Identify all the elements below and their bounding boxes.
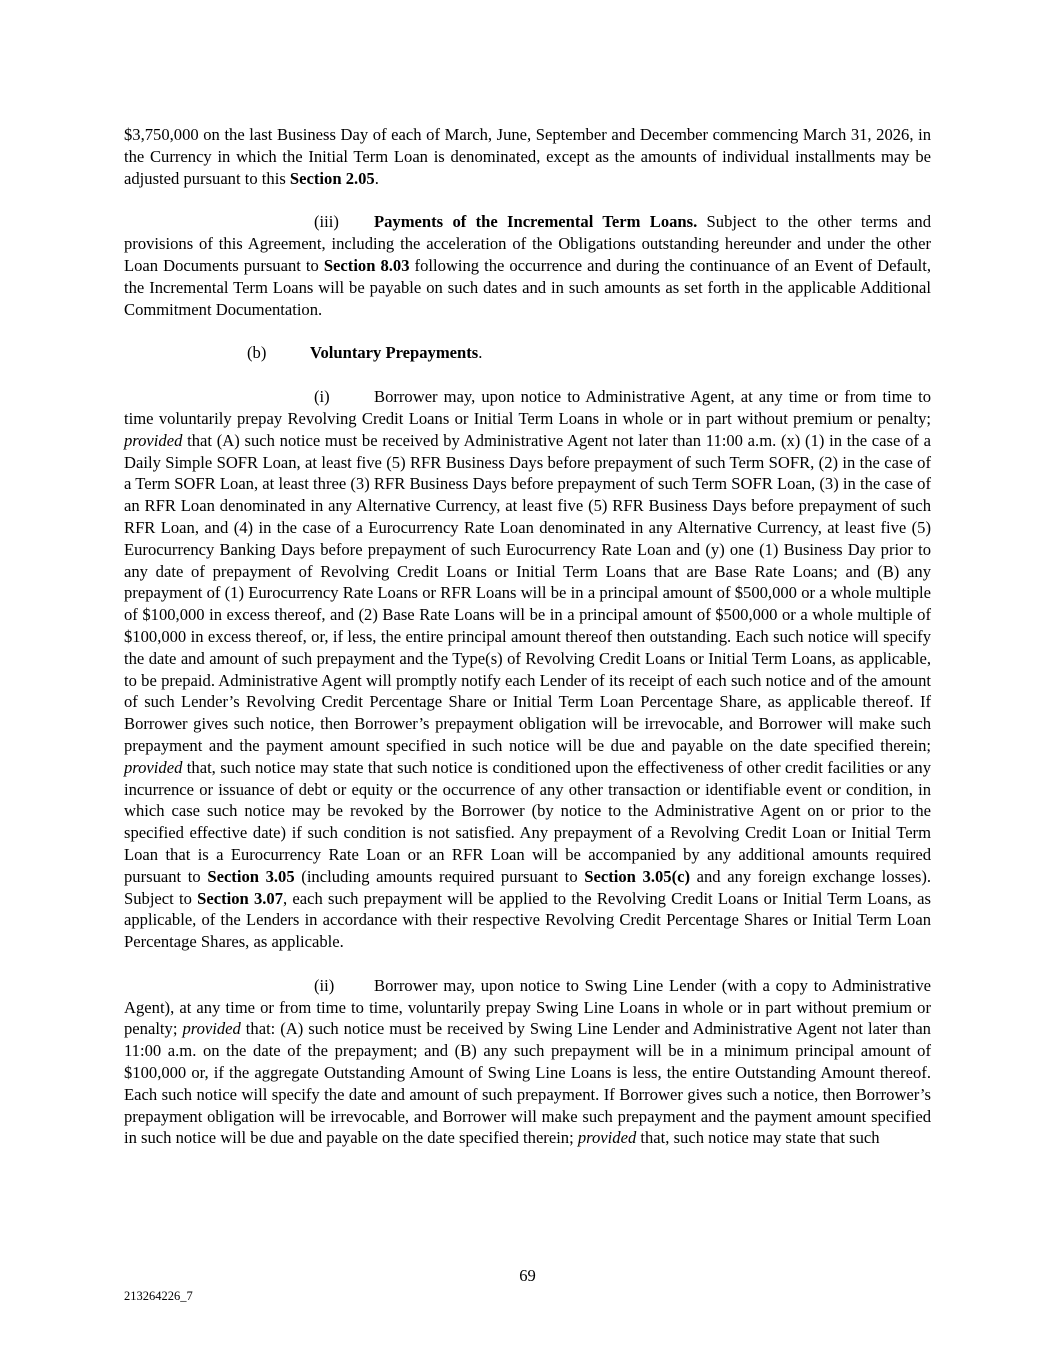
paragraph-text: that (A) such notice must be received by Administrative Agent not later than 11:00 a.m. (x) (1) in the case of a Daily Simple SOFR Loan, at least five (5) RFR Business Days before prepayment of such Term SOFR, (2) in the case of a Term SOFR Loan, at least three (3) RFR Business Days before prepayment of such Term SOFR Loan, (3) in the case of an RFR Loan denominated in any Alternative Currency, at least five (5) RFR Business Days before prepayment of such RFR Loan, and (4) in the case of a Eurocurrency Rate Loan denominated in any Alternative Currency, at least five (5) Eurocurrency Banking Days before prepayment of such Eurocurrency Rate Loan and (y) one (1) Business Day prior to any date of prepayment of Revolving Credit Loans or Initial Term Loans that are Base Rate Loans; and (B) any prepayment of (1) Eurocurrency Rate Loans or RFR Loans will be in a principal amount of $500,000 or a whole multiple of $100,000 in excess thereof, and (2) Base Rate Loans will be in a principal amount of $500,000 or a whole multiple of $100,000 in excess thereof, or, if less, the entire principal amount thereof then outstanding. Each such notice will specify the date and amount of such prepayment and the Type(s) of Revolving Credit Loans or Initial Term Loans, as applicable, to be prepaid. Administrative Agent will promptly notify each Lender of its receipt of each such notice and of the amount of such Lender’s Revolving Credit Percentage Share or Initial Term Loan Percentage Share, as applicable thereof. If Borrower gives such notice, then Borrower’s prepayment obligation will be irrevocable, and Borrower will make such prepayment and the payment amount specified in such notice will be due and payable on the date specified therein; <box>124 430 931 755</box>
subsection-heading-voluntary-prepayments <box>247 342 931 364</box>
paragraph-text: and any foreign exchange losses). Subject to <box>124 866 932 908</box>
paragraph-text: (including amounts required pursuant to <box>294 866 585 886</box>
paragraph-text: Borrower may, upon notice to Administrative Agent, at any time or from time to time voluntarily prepay Revolving Credit Loans or Initial Term Loans in whole or in part without premium or penalty; <box>124 387 931 428</box>
section-reference: Section 3.05(c) <box>584 866 690 886</box>
paragraph-text: that, such notice may state that such notice is conditioned upon the effectiveness of other credit facilities or any incurrence or issuance of debt or equity or the occurrence of any other transaction or identifiable event or condition, in which case such notice may be revoked by the Borrower (by notice to the Administrative Agent on or prior to the specified effective date) if such condition is not satisfied. Any prepayment of a Revolving Credit Loan or Initial Term Loan that is a Eurocurrency Rate Loan or an RFR Loan will be accompanied by any additional amounts required pursuant to <box>124 757 931 886</box>
paragraph-text: following the occurrence and during the continuance of an Event of Default, the Incremental Term Loans will be payable on such dates and in such amounts as set forth in the applicable Additional Commitment Documentation. <box>124 255 931 319</box>
paragraph-text: Subject to the other terms and provisions of this Agreement, including the acceleration of the Obligations outstanding hereunder and under the other Loan Documents pursuant to <box>124 212 931 275</box>
paragraph-text: $3,750,000 on the last Business Day of each of March, June, September and December commencing March 31, 2026, in the Currency in which the Initial Term Loan is denominated, except as the amounts of individual installments may be adjusted pursuant to this <box>124 125 931 188</box>
paragraph-text: that: (A) such notice must be received by Swing Line Lender and Administrative Agent not later than 11:00 a.m. on the date of the prepayment; and (B) any such prepayment will be in a minimum principal amount of $100,000 or, if the aggregate Outstanding Amount of Swing Line Loans is less, the entire Outstanding Amount thereof. Each such notice will specify the date and amount of such prepayment. If Borrower gives such a notice, then Borrower’s prepayment obligation will be irrevocable, and Borrower will make such prepayment and the payment amount specified in such notice will be due and payable on the date specified therein; <box>124 1019 931 1148</box>
paragraph-text: that, such notice may state that such <box>636 1128 880 1148</box>
clause-number: (ii) <box>314 975 335 995</box>
paragraph-text: Borrower may, upon notice to Swing Line Lender (with a copy to Administrative Agent), at any time or from time to time, voluntarily prepay Swing Line Loans in whole or in part without premium or penalty; <box>124 975 931 1039</box>
punctuation: . <box>374 168 379 188</box>
clause-heading: Payments of the Incremental Term Loans. <box>374 212 698 232</box>
section-reference: Section 8.03 <box>323 255 410 275</box>
proviso-term: provided <box>182 1019 241 1039</box>
section-reference: Section 3.05 <box>207 866 295 886</box>
paragraph-incremental-term-loans <box>124 211 931 320</box>
punctuation: . <box>478 343 483 363</box>
proviso-term: provided <box>577 1128 637 1148</box>
subsection-number: (b) <box>247 343 267 363</box>
subsection-title: Voluntary Prepayments <box>310 343 479 363</box>
proviso-term: provided <box>124 757 183 777</box>
paragraph-voluntary-prepay-revolving <box>124 386 931 953</box>
document-id: 213264226_7 <box>124 1289 193 1303</box>
proviso-term: provided <box>124 430 183 450</box>
paragraph-text: , each such prepayment will be applied to the Revolving Credit Loans or Initial Term Loans, as applicable, of the Lenders in accordance with their respective Revolving Credit Percentage Shares or Initial Term Loan Percentage Shares, as applicable. <box>124 888 932 952</box>
page-number: 69 <box>519 1266 536 1285</box>
section-reference: Section 3.07 <box>197 888 284 908</box>
clause-number: (iii) <box>314 212 339 232</box>
section-reference: Section 2.05 <box>289 168 375 188</box>
clause-number: (i) <box>314 387 330 407</box>
paragraph-installments <box>124 124 931 189</box>
paragraph-voluntary-prepay-swing-line <box>124 975 931 1149</box>
document-body <box>124 124 931 1149</box>
